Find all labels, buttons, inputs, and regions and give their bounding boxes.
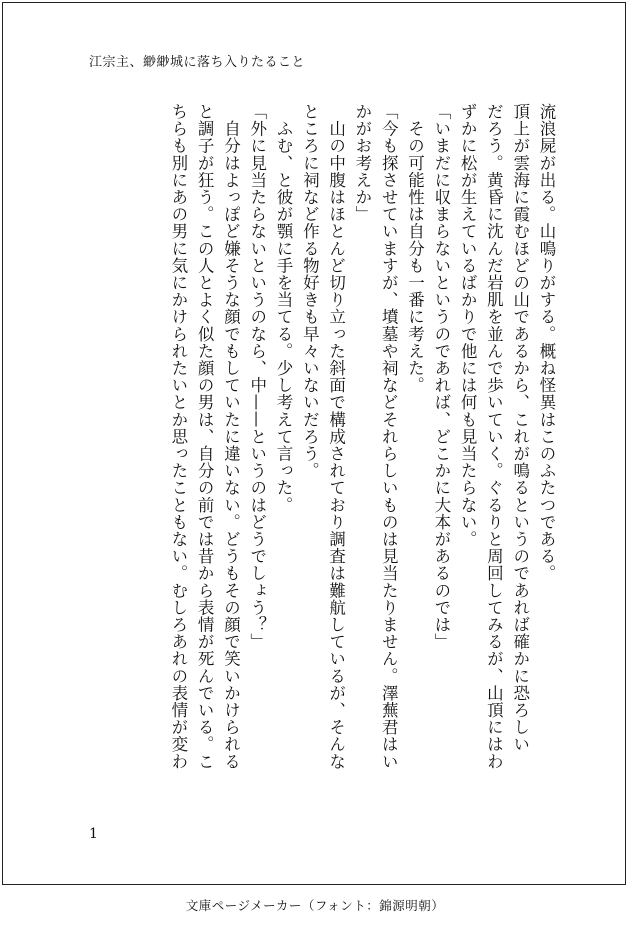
text-line: と調子が狂う。この人とよく似た顔の男は、自分の前では昔から表情が死んでいる。こ bbox=[195, 103, 215, 770]
text-line: ちらも別にあの男に気にかけられたいとか思ったこともない。むしろあれの表情が変わ bbox=[168, 103, 188, 770]
text-line: 「外に見当たらないというのなら、中——というのはどうでしょう？」 bbox=[247, 103, 267, 651]
text-line: 流浪屍が出る。山鳴りがする。概ね怪異はこのふたつである。 bbox=[537, 103, 556, 582]
text-line: 「今も探させていますが、墳墓や祠などそれらしいものは見当たりません。澤蕪君はい bbox=[379, 103, 399, 770]
page-frame bbox=[2, 2, 626, 885]
text-line: 頂上が雲海に霞むほどの山であるから、これが鳴るというのであれば確かに恐ろしい bbox=[510, 103, 530, 753]
text-line: だろう。黄昏に沈んだ岩肌を並んで歩いていく。ぐるりと周回してみるが、山頂にはわ bbox=[484, 103, 504, 770]
running-head: 江宗主、緲緲城に落ち入りたること bbox=[89, 55, 306, 70]
footer-credit: 文庫ページメーカー（フォント：錦源明朝） bbox=[185, 898, 445, 913]
page-number: 1 bbox=[89, 826, 98, 842]
text-line: 「いまだに収まらないというのであれば、どこかに大本があるのでは」 bbox=[431, 103, 451, 651]
text-line: かがお考えか」 bbox=[352, 103, 372, 223]
text-line: 自分はよっぽど嫌そうな顔でもしていたに違いない。どうもその顔で笑いかけられる bbox=[221, 103, 241, 770]
body-text bbox=[165, 103, 559, 803]
text-line: 山の中腹はほとんど切り立った斜面で構成されており調査は難航しているが、そんな bbox=[326, 103, 346, 770]
text-line: ずかに松が生えているばかりで他には何も見当たらない。 bbox=[458, 103, 478, 548]
text-line: ふむ、と彼が顎に手を当てる。少し考えて言った。 bbox=[274, 103, 294, 514]
text-line: ところに祠など作る物好きも早々いないだろう。 bbox=[300, 103, 320, 480]
text-line: その可能性は自分も一番に考えた。 bbox=[405, 103, 425, 394]
